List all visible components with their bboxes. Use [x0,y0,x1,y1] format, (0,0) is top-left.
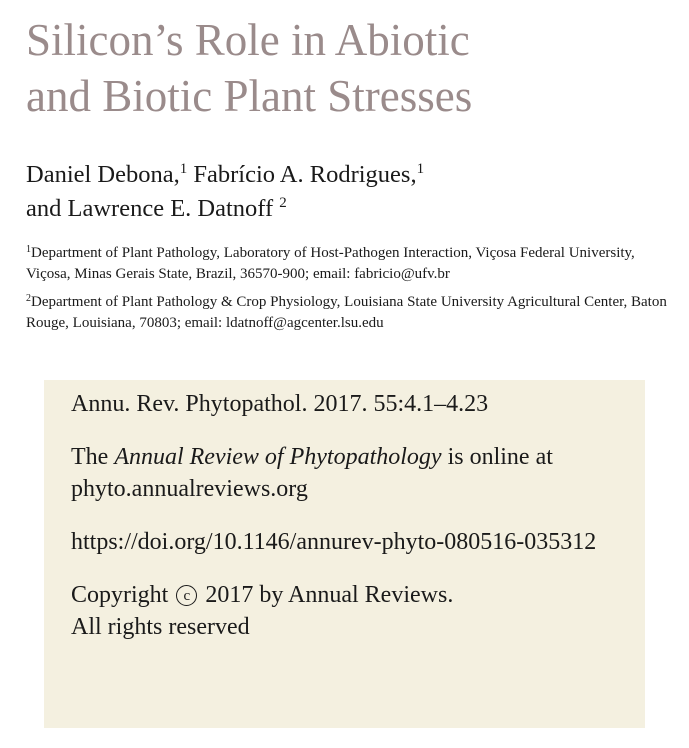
copyright-icon: c [176,585,197,606]
journal-name: Annual Review of Phytopathology [114,444,442,470]
author-name: and Lawrence E. Datnoff [26,195,274,222]
online-prefix: The [71,444,115,470]
affiliation-number: 1 [26,244,31,255]
author-debona [26,161,187,188]
title-line-2: and Biotic Plant Stresses [26,71,473,121]
copyright [71,579,645,611]
affiliation-ref: 1 [179,161,188,177]
affiliation-ref: 1 [416,161,425,177]
copyright-year-holder: 2017 by Annual Reviews. [205,582,454,608]
article-title [26,12,666,124]
doi-link[interactable]: https://doi.org/10.1146/annurev-phyto-080516-035312 [71,529,597,555]
author-name: Daniel Debona, [26,161,180,188]
affiliation-1 [26,243,681,285]
online-url-text: is online at phyto.annualreviews.org [71,444,553,502]
author-name: Fabrício A. Rodrigues, [193,161,417,188]
title-line-1: Silicon’s Role in Abiotic [26,15,470,65]
affiliation-number: 2 [26,293,31,304]
online-availability [71,441,645,505]
affiliation-ref: 2 [279,195,287,211]
copyright-label: Copyright [71,582,169,608]
affiliation-text: Department of Plant Pathology & Crop Physiology, Louisiana State University Agricultural Center, Baton Rouge, Louisiana, 70803; email: ldatnoff@agcenter.lsu.edu [26,294,667,331]
author-list [26,158,666,226]
rights-statement: All rights reserved [71,614,250,640]
author-datnoff [26,195,287,222]
citation: Annu. Rev. Phytopathol. 2017. 55:4.1–4.23 [71,391,489,417]
affiliation-2 [26,292,681,334]
affiliation-text: Department of Plant Pathology, Laboratory of Host-Pathogen Interaction, Viçosa Federal University, Viçosa, Minas Gerais State, Brazil, 36570-900; email: fabricio@ufv.br [26,245,635,282]
author-rodrigues [193,161,424,188]
article-info-box [44,380,645,728]
